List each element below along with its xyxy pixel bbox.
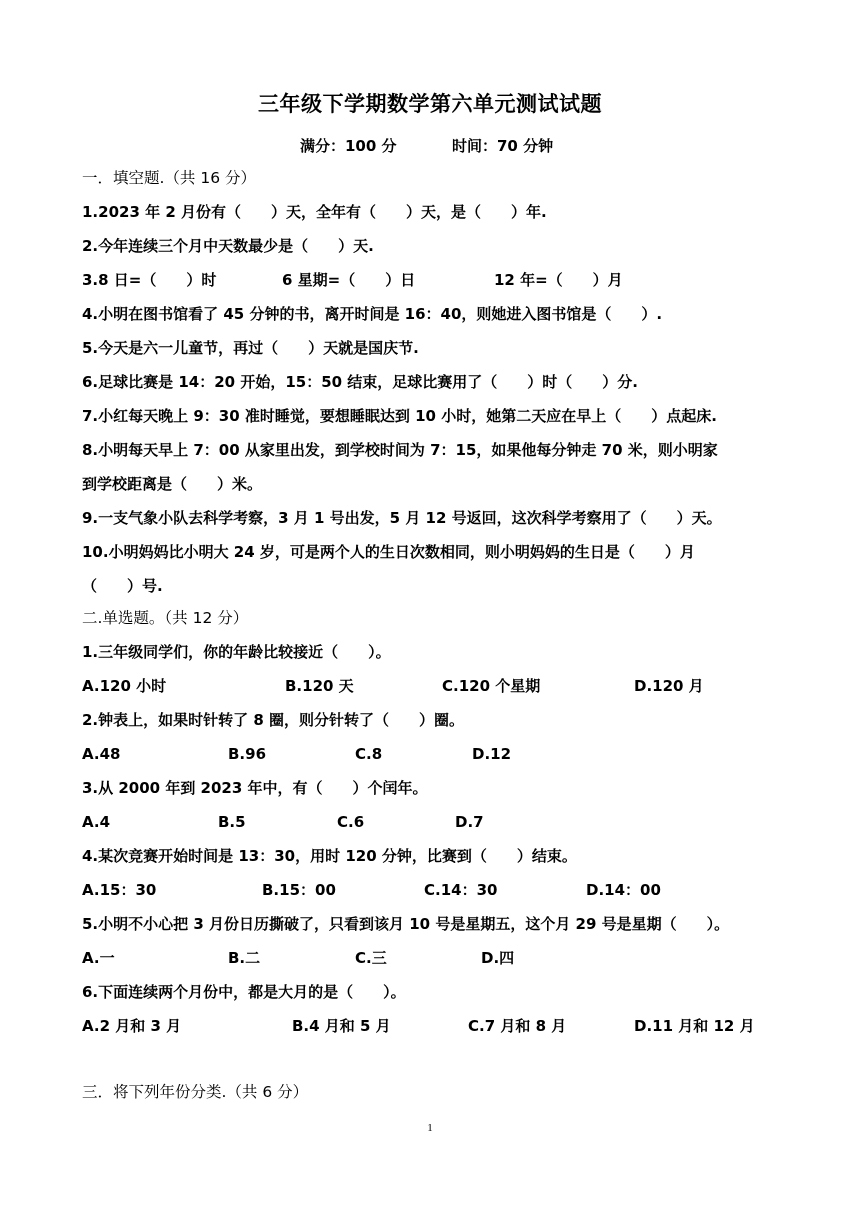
option-c: C.14：30 — [424, 881, 498, 899]
fill-question-5: 5.今天是六一儿童节，再过（ ）天就是国庆节. — [82, 339, 419, 357]
option-b: B.二 — [228, 949, 261, 967]
option-b: B.120 天 — [285, 677, 354, 695]
option-d: D.14：00 — [586, 881, 661, 899]
fill-question-3-part-b: 6 星期=（ ）日 — [282, 271, 416, 289]
choice-question-1: 1.三年级同学们，你的年龄比较接近（ ）。 — [82, 643, 391, 661]
option-d: D.四 — [481, 949, 515, 967]
choice-question-1-options — [0, 676, 860, 696]
section-classify-heading: 三．将下列年份分类.（共 6 分） — [82, 1083, 309, 1101]
option-a: A.一 — [82, 949, 115, 967]
choice-question-5: 5.小明不小心把 3 月份日历撕破了，只看到该月 10 号是星期五，这个月 29 号是星期（ ）。 — [82, 915, 730, 933]
time-limit: 时间：70 分钟 — [452, 137, 554, 155]
fill-question-8-line-1: 8.小明每天早上 7：00 从家里出发，到学校时间为 7：15，如果他每分钟走 70 米，则小明家 — [82, 441, 718, 459]
option-c: C.8 — [355, 745, 383, 763]
choice-question-4: 4.某次竞赛开始时间是 13：30，用时 120 分钟，比赛到（ ）结束。 — [82, 847, 577, 865]
choice-question-2-options — [0, 744, 860, 764]
fill-question-8-line-2: 到学校距离是（ ）米。 — [82, 475, 263, 493]
option-b: B.4 月和 5 月 — [292, 1017, 391, 1035]
fill-question-3 — [0, 270, 860, 290]
full-score: 满分：100 分 — [300, 137, 397, 155]
choice-question-4-options — [0, 880, 860, 900]
option-c: C.三 — [355, 949, 387, 967]
fill-question-3-part-a: 3.8 日=（ ）时 — [82, 271, 217, 289]
option-a: A.120 小时 — [82, 677, 167, 695]
option-d: D.11 月和 12 月 — [634, 1017, 755, 1035]
option-a: A.2 月和 3 月 — [82, 1017, 182, 1035]
fill-question-6: 6.足球比赛是 14：20 开始，15：50 结束，足球比赛用了（ ）时（ ）分. — [82, 373, 638, 391]
option-b: B.96 — [228, 745, 267, 763]
option-d: D.7 — [455, 813, 484, 831]
choice-question-2: 2.钟表上，如果时针转了 8 圈，则分针转了（ ）圈。 — [82, 711, 465, 729]
option-d: D.120 月 — [634, 677, 704, 695]
section-choice-heading: 二.单选题。（共 12 分） — [82, 609, 249, 627]
option-d: D.12 — [472, 745, 512, 763]
fill-question-10-line-1: 10.小明妈妈比小明大 24 岁，可是两个人的生日次数相同，则小明妈妈的生日是（ ）月 — [82, 543, 695, 561]
fill-question-3-part-c: 12 年=（ ）月 — [494, 271, 623, 289]
option-b: B.15：00 — [262, 881, 336, 899]
choice-question-6: 6.下面连续两个月份中，都是大月的是（ ）。 — [82, 983, 406, 1001]
exam-info — [0, 135, 860, 155]
option-c: C.7 月和 8 月 — [468, 1017, 567, 1035]
page-number: 1 — [427, 1122, 433, 1134]
option-c: C.120 个星期 — [442, 677, 541, 695]
choice-question-6-options — [0, 1016, 860, 1036]
option-b: B.5 — [218, 813, 246, 831]
fill-question-7: 7.小红每天晚上 9：30 准时睡觉，要想睡眠达到 10 小时，她第二天应在早上（ ）点起床. — [82, 407, 717, 425]
page-title: 三年级下学期数学第六单元测试试题 — [258, 92, 602, 116]
option-a: A.48 — [82, 745, 121, 763]
fill-question-10-line-2: （ ）号. — [82, 577, 163, 595]
choice-question-3-options — [0, 812, 860, 832]
option-c: C.6 — [337, 813, 365, 831]
fill-question-1: 1.2023 年 2 月份有（ ）天，全年有（ ）天，是（ ）年. — [82, 203, 547, 221]
fill-question-4: 4.小明在图书馆看了 45 分钟的书，离开时间是 16：40，则她进入图书馆是（ ）. — [82, 305, 663, 323]
section-fill-heading: 一．填空题.（共 16 分） — [82, 169, 257, 187]
fill-question-2: 2.今年连续三个月中天数最少是（ ）天. — [82, 237, 374, 255]
choice-question-5-options — [0, 948, 860, 968]
option-a: A.15：30 — [82, 881, 157, 899]
fill-question-9: 9.一支气象小队去科学考察，3 月 1 号出发，5 月 12 号返回，这次科学考察用了（ ）天。 — [82, 509, 722, 527]
choice-question-3: 3.从 2000 年到 2023 年中，有（ ）个闰年。 — [82, 779, 428, 797]
option-a: A.4 — [82, 813, 111, 831]
